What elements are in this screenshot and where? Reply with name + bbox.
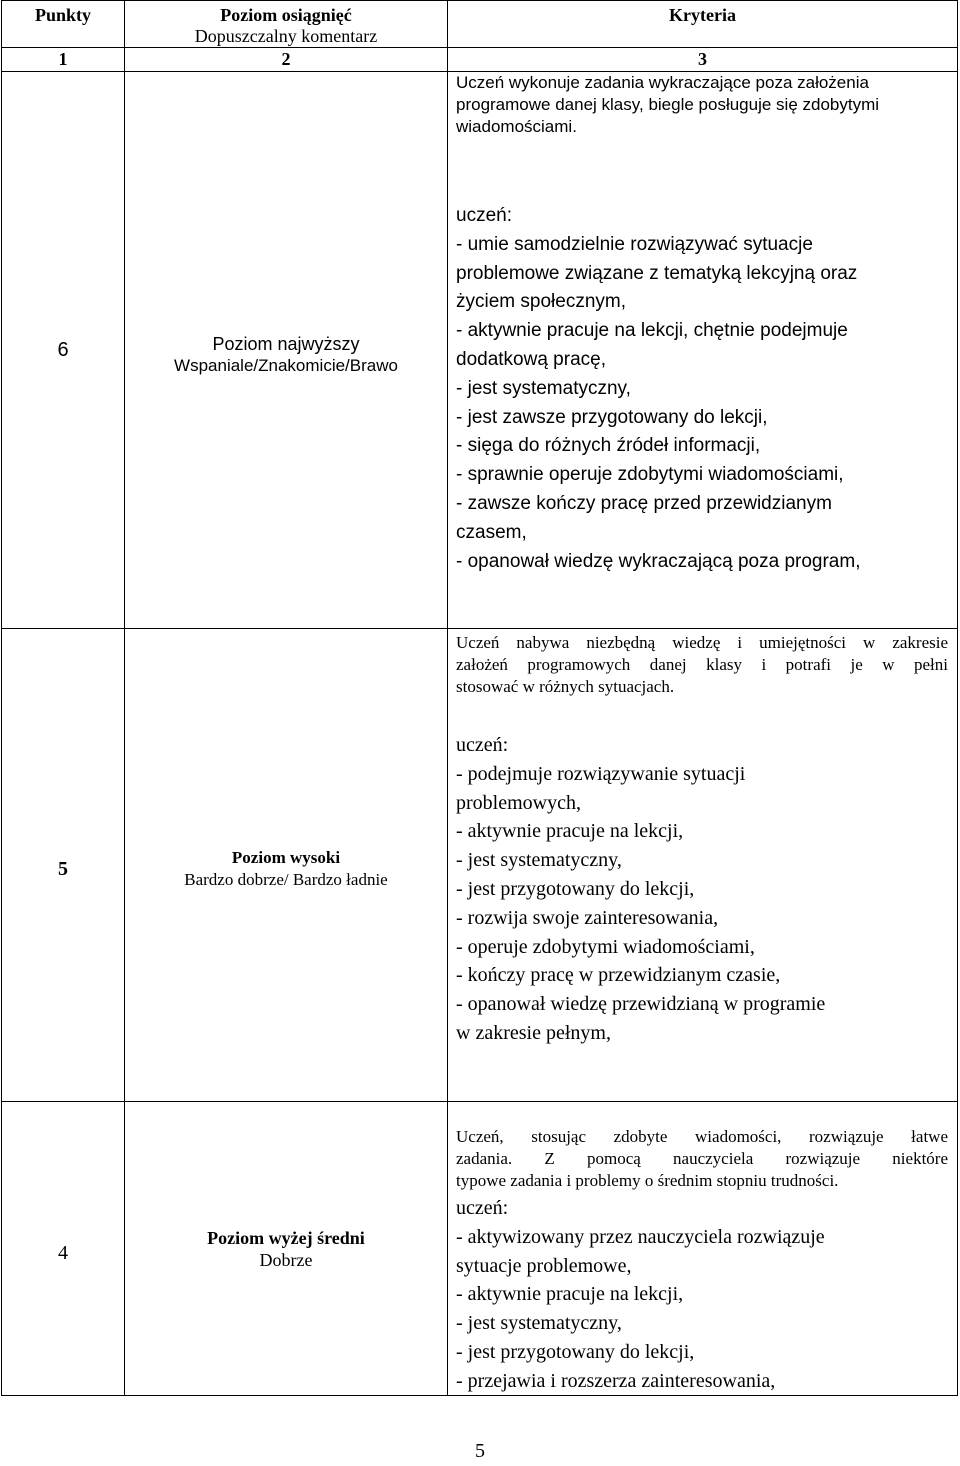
points-value: 6: [57, 338, 69, 361]
column-number-2: 2: [281, 49, 291, 69]
level-title: Poziom najwyższy: [212, 333, 360, 354]
criteria-line: - rozwija swoje zainteresowania,: [456, 906, 719, 929]
criteria-list-6: [456, 202, 860, 576]
intro-line: programowe danej klasy, biegle posługuje się zdobytymi: [456, 95, 880, 114]
intro-line: typowe zadania i problemy o średnim stopniu trudności.: [456, 1171, 839, 1190]
criteria-line: - sprawnie operuje zdobytymi wiadomościami,: [456, 464, 844, 486]
criteria-intro-6: [456, 72, 948, 138]
header-criteria-cell: [448, 1, 957, 47]
criteria-line: problemowe związane z tematyką lekcyjną oraz: [456, 262, 858, 284]
points-cell-6: [2, 72, 124, 628]
header-level: Poziom osiągnięć: [220, 5, 352, 25]
column-number-3: 3: [698, 49, 707, 69]
criteria-line: uczeń:: [456, 1197, 509, 1219]
intro-line: stosować w różnych sytuacjach.: [456, 677, 675, 696]
criteria-list-5: [456, 731, 825, 1048]
header-points-cell: [2, 1, 124, 47]
points-cell-5: [2, 629, 124, 1101]
level-comment: Dobrze: [259, 1249, 313, 1270]
criteria-line: - zawsze kończy pracę przed przewidzianym: [456, 492, 832, 514]
criteria-intro-4: [456, 1126, 948, 1192]
table-border-right: [957, 0, 958, 1396]
header-level-cell: [125, 1, 447, 47]
column-number-1-cell: [2, 48, 124, 71]
criteria-line: - aktywnie pracuje na lekcji,: [456, 820, 684, 843]
criteria-line: - jest systematyczny,: [456, 377, 631, 399]
criteria-line: - sięga do różnych źródeł informacji,: [456, 435, 761, 457]
intro-line: Uczeń nabywa niezbędną wiedzę i umiejętności w zakresie: [456, 633, 948, 652]
criteria-line: uczeń:: [456, 734, 509, 756]
column-divider-2: [447, 0, 448, 1396]
intro-line: zadania. Z pomocą nauczyciela rozwiązuje niektóre: [456, 1149, 948, 1168]
criteria-line: - jest zawsze przygotowany do lekcji,: [456, 406, 768, 428]
criteria-line: dodatkową pracę,: [456, 348, 606, 370]
criteria-line: - jest przygotowany do lekcji,: [456, 1340, 695, 1363]
level-comment: Bardzo dobrze/ Bardzo ładnie: [184, 870, 388, 889]
criteria-line: - aktywizowany przez nauczyciela rozwiązuje: [456, 1225, 825, 1248]
page-number: 5: [475, 1440, 485, 1462]
criteria-line: - jest przygotowany do lekcji,: [456, 877, 695, 900]
level-cell-6: [125, 72, 447, 628]
criteria-line: w zakresie pełnym,: [456, 1021, 611, 1044]
header-criteria: Kryteria: [669, 5, 736, 25]
criteria-line: - opanował wiedzę przewidzianą w programie: [456, 993, 826, 1016]
criteria-intro-5: [456, 632, 948, 698]
points-value: 4: [58, 1242, 68, 1264]
criteria-line: życiem społecznym,: [456, 291, 626, 313]
criteria-line: - umie samodzielnie rozwiązywać sytuacje: [456, 233, 813, 255]
criteria-line: - podejmuje rozwiązywanie sytuacji: [456, 762, 746, 785]
level-cell-5: [125, 629, 447, 1101]
points-cell-4: [2, 1102, 124, 1395]
criteria-line: - opanował wiedzę wykraczającą poza program,: [456, 550, 861, 572]
intro-line: Uczeń, stosując zdobyte wiadomości, rozwiązuje łatwe: [456, 1127, 948, 1146]
column-number-2-cell: [125, 48, 447, 71]
intro-line: wiadomościami.: [456, 117, 577, 136]
level-comment: Wspaniale/Znakomicie/Brawo: [174, 355, 398, 375]
intro-line: Uczeń wykonuje zadania wykraczające poza założenia: [456, 73, 869, 92]
criteria-line: - kończy pracę w przewidzianym czasie,: [456, 964, 781, 987]
criteria-list-4: [456, 1194, 825, 1396]
criteria-line: - aktywnie pracuje na lekcji, chętnie podejmuje: [456, 320, 848, 342]
level-title: Poziom wysoki: [231, 848, 341, 867]
criteria-line: - aktywnie pracuje na lekcji,: [456, 1283, 684, 1306]
criteria-line: uczeń:: [456, 205, 512, 226]
column-number-3-cell: [448, 48, 957, 71]
header-level-comment: Dopuszczalny komentarz: [194, 26, 378, 46]
level-title: Poziom wyżej średni: [207, 1227, 365, 1248]
criteria-line: sytuacje problemowe,: [456, 1254, 632, 1277]
column-number-1: 1: [58, 49, 68, 69]
criteria-line: - jest systematyczny,: [456, 849, 622, 872]
intro-line: założeń programowych danej klasy i potrafi je w pełni: [456, 655, 948, 674]
criteria-line: czasem,: [456, 521, 527, 543]
header-points: Punkty: [34, 5, 92, 25]
criteria-line: - przejawia i rozszerza zainteresowania,: [456, 1369, 776, 1392]
level-cell-4: [125, 1102, 447, 1395]
criteria-line: problemowych,: [456, 791, 581, 814]
criteria-line: - operuje zdobytymi wiadomościami,: [456, 935, 755, 958]
points-value: 5: [58, 857, 68, 880]
criteria-line: - jest systematyczny,: [456, 1312, 622, 1335]
